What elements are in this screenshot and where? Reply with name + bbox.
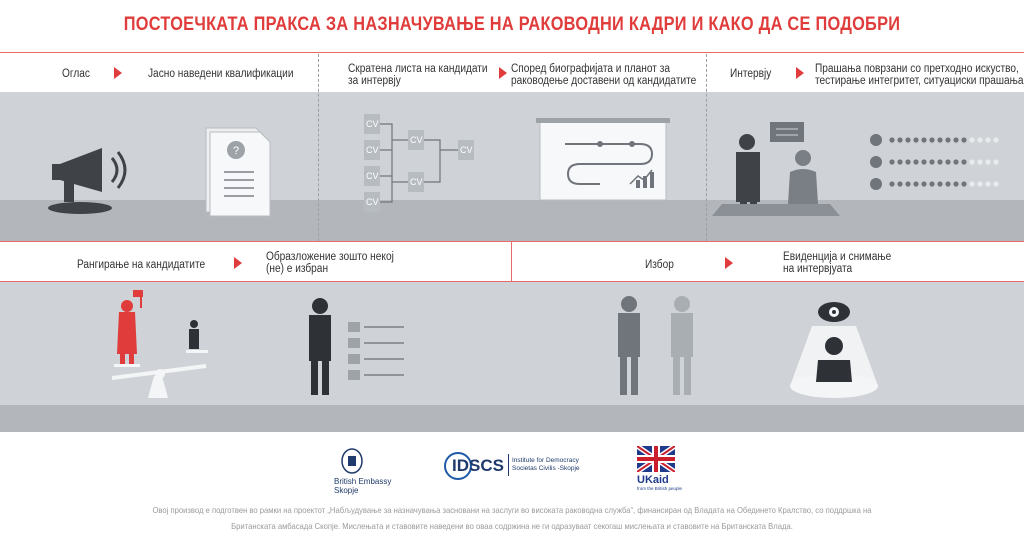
arrow-icon bbox=[234, 257, 242, 269]
rating-dot bbox=[969, 137, 974, 142]
rating-dot bbox=[937, 137, 942, 142]
rating-dot bbox=[929, 181, 934, 186]
rating-dot bbox=[889, 181, 894, 186]
row2-top-rule bbox=[0, 241, 1024, 242]
rating-dot bbox=[921, 159, 926, 164]
rating-dot bbox=[945, 159, 950, 164]
arrow-icon bbox=[796, 67, 804, 79]
ukaid-logo-text: UKaid bbox=[637, 474, 669, 486]
royal-crest-icon bbox=[341, 448, 363, 474]
step-shortlist-detail: Според биографијата и планот за раководење доставени од кандидатите bbox=[511, 63, 697, 87]
step-announcement-label: Оглас bbox=[62, 68, 90, 80]
rating-dot bbox=[913, 181, 918, 186]
step-shortlist-label: Скратена листа на кандидати за интервју bbox=[348, 63, 488, 87]
rating-dot bbox=[977, 181, 982, 186]
rating-dot bbox=[993, 137, 998, 142]
candidate-justification bbox=[309, 298, 404, 395]
pin-icon bbox=[870, 178, 882, 190]
refresh-icon bbox=[870, 156, 882, 168]
rating-dot bbox=[945, 181, 950, 186]
rating-dot bbox=[889, 137, 894, 142]
checklist-icon bbox=[348, 322, 360, 380]
svg-text:CV: CV bbox=[366, 171, 379, 181]
management-plan-board-icon bbox=[536, 118, 670, 200]
idscs-logo: IDSCS Institute for Democracy Societas Civilis -Skopje bbox=[444, 452, 578, 478]
interview-scene bbox=[712, 122, 840, 216]
step-ranking-detail: Образложение зошто некој (не) е избран bbox=[266, 251, 394, 275]
rating-dot bbox=[929, 159, 934, 164]
svg-text:CV: CV bbox=[410, 177, 423, 187]
footer-disclaimer-line1: Овој производ е подготвен во рамки на проектот „Набљудување за назначувања засновани на заслуги во високата раководна служба“, финансиран од Владата на Обединето Кралство, со поддршка на bbox=[152, 505, 872, 515]
page-title: ПОСТОЕЧКАТА ПРАКСА ЗА НАЗНАЧУВАЊЕ НА РАКОВОДНИ КАДРИ И КАКО ДА СЕ ПОДОБРИ bbox=[123, 14, 901, 35]
rating-dot bbox=[953, 181, 958, 186]
svg-text:CV: CV bbox=[366, 119, 379, 129]
eye-icon bbox=[818, 302, 850, 322]
rating-dot bbox=[905, 159, 910, 164]
rating-dot bbox=[929, 137, 934, 142]
embassy-logo-text: British Embassy Skopje bbox=[334, 477, 392, 495]
rating-dot bbox=[961, 159, 966, 164]
illustrations-row1 bbox=[0, 92, 1024, 241]
step-selection-label: Избор bbox=[645, 259, 674, 271]
rating-dot bbox=[969, 159, 974, 164]
ranking-seesaw bbox=[112, 290, 208, 398]
rating-dot bbox=[913, 137, 918, 142]
selection-figures bbox=[618, 296, 693, 395]
union-jack-icon bbox=[637, 446, 675, 472]
rating-dot bbox=[937, 181, 942, 186]
step-announcement-detail: Јасно наведени квалификации bbox=[148, 68, 294, 80]
arrow-icon bbox=[499, 67, 507, 79]
rating-dot bbox=[961, 181, 966, 186]
rating-dot bbox=[897, 181, 902, 186]
rating-dot bbox=[945, 137, 950, 142]
step-recording-detail: Евиденција и снимање на интервјуата bbox=[783, 251, 892, 275]
rating-dot bbox=[889, 159, 894, 164]
cv-shortlist-diagram bbox=[364, 114, 474, 212]
rating-dot bbox=[905, 137, 910, 142]
step-ranking-label: Рангирање на кандидатите bbox=[77, 259, 206, 271]
rating-dot bbox=[993, 181, 998, 186]
rating-dot bbox=[913, 159, 918, 164]
recording-spotlight bbox=[790, 302, 878, 398]
rating-dot bbox=[993, 159, 998, 164]
star-icon bbox=[870, 134, 882, 146]
rating-dot bbox=[969, 181, 974, 186]
rating-dot bbox=[985, 159, 990, 164]
rating-dot bbox=[977, 137, 982, 142]
svg-text:CV: CV bbox=[460, 145, 473, 155]
svg-text:CV: CV bbox=[366, 197, 379, 207]
rating-dot bbox=[985, 181, 990, 186]
rating-dot bbox=[905, 181, 910, 186]
step-interview-label: Интервју bbox=[730, 68, 772, 80]
rating-dot bbox=[921, 181, 926, 186]
rating-dot bbox=[897, 137, 902, 142]
interview-questions-list bbox=[870, 134, 999, 190]
rating-dot bbox=[953, 159, 958, 164]
megaphone-icon bbox=[48, 148, 125, 214]
step-interview-detail: Прашања поврзани со претходно искуство, тестирање интегритет, ситуациски прашања bbox=[815, 63, 1024, 87]
arrow-icon bbox=[114, 67, 122, 79]
rating-dot bbox=[977, 159, 982, 164]
svg-text:?: ? bbox=[232, 145, 240, 157]
arrow-icon bbox=[725, 257, 733, 269]
rating-dot bbox=[961, 137, 966, 142]
svg-text:CV: CV bbox=[366, 145, 379, 155]
ukaid-subtitle: from the British people bbox=[637, 486, 683, 491]
row1-top-rule bbox=[0, 52, 1024, 53]
rating-dot bbox=[985, 137, 990, 142]
rating-dot bbox=[953, 137, 958, 142]
rating-dot bbox=[897, 159, 902, 164]
illustrations-row2 bbox=[0, 282, 1024, 432]
rating-dot bbox=[921, 137, 926, 142]
speech-bubble-icon bbox=[770, 122, 804, 142]
rating-dot bbox=[937, 159, 942, 164]
svg-text:CV: CV bbox=[410, 135, 423, 145]
job-posting-document-icon bbox=[206, 128, 270, 216]
footer-disclaimer-line2: Британската амбасада Скопје. Мислењата и ставовите наведени во оваа содржина не ги одразуваат секогаш мислењата и ставовите на Британската Влада. bbox=[231, 521, 793, 531]
